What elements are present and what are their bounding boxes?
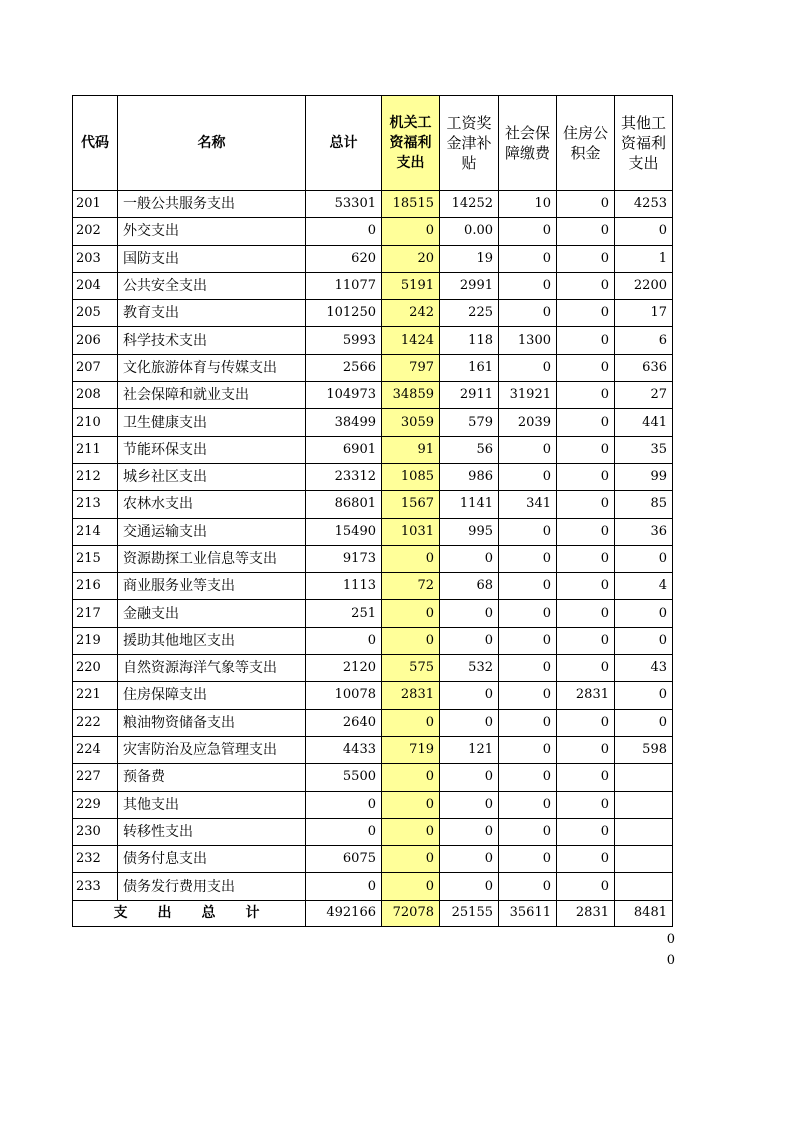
cell-total: 10078 xyxy=(306,682,382,709)
cell-agency-wage-welfare: 719 xyxy=(382,736,440,763)
cell-other-welfare xyxy=(615,873,673,900)
table-row xyxy=(73,436,673,463)
cell-wage-allowance: 995 xyxy=(440,518,499,545)
cell-agency-wage-welfare: 0 xyxy=(382,218,440,245)
cell-social-security: 0 xyxy=(499,818,557,845)
cell-housing-fund: 0 xyxy=(557,736,615,763)
cell-code: 221 xyxy=(73,682,118,709)
cell-wage-allowance: 579 xyxy=(440,409,499,436)
cell-wage-allowance: 532 xyxy=(440,655,499,682)
table-row xyxy=(73,682,673,709)
cell-social-security: 0 xyxy=(499,354,557,381)
cell-code: 202 xyxy=(73,218,118,245)
table-row xyxy=(73,491,673,518)
cell-name: 金融支出 xyxy=(118,600,306,627)
cell-code: 205 xyxy=(73,300,118,327)
cell-other-welfare: 36 xyxy=(615,518,673,545)
cell-housing-fund: 0 xyxy=(557,382,615,409)
cell-housing-fund: 0 xyxy=(557,545,615,572)
cell-housing-fund: 0 xyxy=(557,791,615,818)
table-row xyxy=(73,627,673,654)
cell-other-welfare: 35 xyxy=(615,436,673,463)
table-row xyxy=(73,846,673,873)
cell-other-welfare: 4253 xyxy=(615,191,673,218)
cell-total: 11077 xyxy=(306,272,382,299)
cell-housing-fund: 0 xyxy=(557,764,615,791)
cell-wage-allowance: 0 xyxy=(440,627,499,654)
total-social-security: 35611 xyxy=(499,900,557,926)
header-social-security: 社会保障缴费 xyxy=(499,96,557,191)
cell-code: 217 xyxy=(73,600,118,627)
cell-housing-fund: 0 xyxy=(557,463,615,490)
total-row xyxy=(73,900,673,926)
cell-social-security: 0 xyxy=(499,600,557,627)
cell-agency-wage-welfare: 242 xyxy=(382,300,440,327)
cell-other-welfare: 0 xyxy=(615,627,673,654)
cell-code: 233 xyxy=(73,873,118,900)
cell-wage-allowance: 0 xyxy=(440,818,499,845)
cell-name: 国防支出 xyxy=(118,245,306,272)
cell-total: 4433 xyxy=(306,736,382,763)
cell-code: 212 xyxy=(73,463,118,490)
cell-name: 农林水支出 xyxy=(118,491,306,518)
cell-social-security: 0 xyxy=(499,463,557,490)
cell-housing-fund: 0 xyxy=(557,873,615,900)
table-row xyxy=(73,873,673,900)
cell-social-security: 0 xyxy=(499,245,557,272)
cell-total: 15490 xyxy=(306,518,382,545)
table-row xyxy=(73,327,673,354)
cell-code: 204 xyxy=(73,272,118,299)
cell-agency-wage-welfare: 0 xyxy=(382,818,440,845)
cell-total: 0 xyxy=(306,873,382,900)
cell-social-security: 0 xyxy=(499,627,557,654)
cell-agency-wage-welfare: 0 xyxy=(382,545,440,572)
cell-code: 224 xyxy=(73,736,118,763)
cell-name: 公共安全支出 xyxy=(118,272,306,299)
cell-name: 文化旅游体育与传媒支出 xyxy=(118,354,306,381)
header-wage-allowance: 工资奖金津补贴 xyxy=(440,96,499,191)
cell-other-welfare: 27 xyxy=(615,382,673,409)
cell-other-welfare: 2200 xyxy=(615,272,673,299)
cell-agency-wage-welfare: 0 xyxy=(382,709,440,736)
cell-code: 214 xyxy=(73,518,118,545)
cell-other-welfare: 0 xyxy=(615,545,673,572)
cell-other-welfare: 99 xyxy=(615,463,673,490)
cell-housing-fund: 0 xyxy=(557,655,615,682)
cell-name: 商业服务业等支出 xyxy=(118,573,306,600)
cell-social-security: 0 xyxy=(499,709,557,736)
cell-name: 债务付息支出 xyxy=(118,846,306,873)
cell-social-security: 10 xyxy=(499,191,557,218)
total-sum: 492166 xyxy=(306,900,382,926)
cell-wage-allowance: 0 xyxy=(440,873,499,900)
cell-housing-fund: 0 xyxy=(557,627,615,654)
cell-social-security: 0 xyxy=(499,846,557,873)
cell-total: 0 xyxy=(306,218,382,245)
cell-wage-allowance: 68 xyxy=(440,573,499,600)
cell-housing-fund: 0 xyxy=(557,191,615,218)
table-row xyxy=(73,573,673,600)
table-row xyxy=(73,518,673,545)
cell-total: 101250 xyxy=(306,300,382,327)
cell-social-security: 0 xyxy=(499,764,557,791)
cell-housing-fund: 0 xyxy=(557,409,615,436)
cell-code: 219 xyxy=(73,627,118,654)
header-housing-fund: 住房公积金 xyxy=(557,96,615,191)
cell-code: 203 xyxy=(73,245,118,272)
cell-agency-wage-welfare: 797 xyxy=(382,354,440,381)
cell-other-welfare: 4 xyxy=(615,573,673,600)
cell-housing-fund: 0 xyxy=(557,436,615,463)
cell-name: 自然资源海洋气象等支出 xyxy=(118,655,306,682)
cell-total: 5500 xyxy=(306,764,382,791)
cell-agency-wage-welfare: 34859 xyxy=(382,382,440,409)
cell-social-security: 31921 xyxy=(499,382,557,409)
cell-housing-fund: 0 xyxy=(557,818,615,845)
cell-agency-wage-welfare: 1085 xyxy=(382,463,440,490)
cell-agency-wage-welfare: 5191 xyxy=(382,272,440,299)
cell-other-welfare xyxy=(615,764,673,791)
cell-wage-allowance: 0 xyxy=(440,764,499,791)
table-row xyxy=(73,818,673,845)
cell-total: 0 xyxy=(306,791,382,818)
cell-code: 222 xyxy=(73,709,118,736)
cell-name: 科学技术支出 xyxy=(118,327,306,354)
cell-name: 其他支出 xyxy=(118,791,306,818)
table-row xyxy=(73,382,673,409)
cell-other-welfare: 1 xyxy=(615,245,673,272)
cell-name: 住房保障支出 xyxy=(118,682,306,709)
cell-agency-wage-welfare: 1031 xyxy=(382,518,440,545)
cell-total: 2120 xyxy=(306,655,382,682)
cell-wage-allowance: 161 xyxy=(440,354,499,381)
table-row xyxy=(73,218,673,245)
cell-other-welfare: 636 xyxy=(615,354,673,381)
cell-agency-wage-welfare: 3059 xyxy=(382,409,440,436)
cell-name: 社会保障和就业支出 xyxy=(118,382,306,409)
cell-other-welfare xyxy=(615,818,673,845)
table-row xyxy=(73,409,673,436)
total-agency-wage-welfare: 72078 xyxy=(382,900,440,926)
cell-name: 外交支出 xyxy=(118,218,306,245)
table-row xyxy=(73,736,673,763)
table-header xyxy=(73,96,673,191)
table-row xyxy=(73,272,673,299)
cell-total: 9173 xyxy=(306,545,382,572)
cell-code: 201 xyxy=(73,191,118,218)
cell-code: 213 xyxy=(73,491,118,518)
total-other-welfare: 8481 xyxy=(615,900,673,926)
cell-wage-allowance: 0 xyxy=(440,709,499,736)
cell-social-security: 0 xyxy=(499,300,557,327)
cell-total: 1113 xyxy=(306,573,382,600)
cell-wage-allowance: 14252 xyxy=(440,191,499,218)
table-row xyxy=(73,191,673,218)
cell-other-welfare xyxy=(615,791,673,818)
cell-housing-fund: 0 xyxy=(557,491,615,518)
cell-total: 38499 xyxy=(306,409,382,436)
cell-total: 6901 xyxy=(306,436,382,463)
cell-housing-fund: 0 xyxy=(557,846,615,873)
cell-code: 211 xyxy=(73,436,118,463)
cell-other-welfare: 0 xyxy=(615,218,673,245)
table-row xyxy=(73,545,673,572)
cell-name: 卫生健康支出 xyxy=(118,409,306,436)
cell-housing-fund: 0 xyxy=(557,573,615,600)
cell-agency-wage-welfare: 0 xyxy=(382,873,440,900)
cell-name: 援助其他地区支出 xyxy=(118,627,306,654)
table-row xyxy=(73,709,673,736)
trailing-value: 0 xyxy=(666,953,675,968)
cell-total: 23312 xyxy=(306,463,382,490)
cell-wage-allowance: 0 xyxy=(440,600,499,627)
cell-total: 0 xyxy=(306,627,382,654)
total-housing-fund: 2831 xyxy=(557,900,615,926)
cell-wage-allowance: 56 xyxy=(440,436,499,463)
cell-social-security: 0 xyxy=(499,218,557,245)
cell-agency-wage-welfare: 0 xyxy=(382,627,440,654)
table-row xyxy=(73,764,673,791)
cell-total: 2566 xyxy=(306,354,382,381)
cell-wage-allowance: 19 xyxy=(440,245,499,272)
cell-code: 207 xyxy=(73,354,118,381)
cell-name: 一般公共服务支出 xyxy=(118,191,306,218)
header-name: 名称 xyxy=(118,96,306,191)
cell-housing-fund: 2831 xyxy=(557,682,615,709)
cell-code: 227 xyxy=(73,764,118,791)
cell-other-welfare: 441 xyxy=(615,409,673,436)
cell-wage-allowance: 0 xyxy=(440,682,499,709)
cell-social-security: 0 xyxy=(499,272,557,299)
cell-code: 220 xyxy=(73,655,118,682)
cell-housing-fund: 0 xyxy=(557,327,615,354)
cell-name: 预备费 xyxy=(118,764,306,791)
cell-total: 104973 xyxy=(306,382,382,409)
cell-code: 208 xyxy=(73,382,118,409)
header-other-welfare: 其他工资福利支出 xyxy=(615,96,673,191)
cell-code: 210 xyxy=(73,409,118,436)
cell-housing-fund: 0 xyxy=(557,300,615,327)
cell-social-security: 0 xyxy=(499,736,557,763)
header-total: 总计 xyxy=(306,96,382,191)
table-row xyxy=(73,354,673,381)
table-footer xyxy=(73,900,673,926)
cell-other-welfare: 6 xyxy=(615,327,673,354)
cell-housing-fund: 0 xyxy=(557,518,615,545)
cell-other-welfare: 598 xyxy=(615,736,673,763)
cell-housing-fund: 0 xyxy=(557,600,615,627)
cell-agency-wage-welfare: 2831 xyxy=(382,682,440,709)
cell-name: 粮油物资储备支出 xyxy=(118,709,306,736)
cell-wage-allowance: 0 xyxy=(440,791,499,818)
cell-agency-wage-welfare: 18515 xyxy=(382,191,440,218)
cell-other-welfare: 17 xyxy=(615,300,673,327)
header-agency-wage-welfare: 机关工资福利支出 xyxy=(382,96,440,191)
cell-social-security: 0 xyxy=(499,436,557,463)
cell-social-security: 2039 xyxy=(499,409,557,436)
cell-agency-wage-welfare: 0 xyxy=(382,791,440,818)
cell-social-security: 0 xyxy=(499,682,557,709)
cell-social-security: 0 xyxy=(499,573,557,600)
cell-name: 资源勘探工业信息等支出 xyxy=(118,545,306,572)
table-row xyxy=(73,245,673,272)
cell-total: 620 xyxy=(306,245,382,272)
cell-agency-wage-welfare: 72 xyxy=(382,573,440,600)
cell-agency-wage-welfare: 0 xyxy=(382,764,440,791)
cell-wage-allowance: 0.00 xyxy=(440,218,499,245)
cell-other-welfare: 85 xyxy=(615,491,673,518)
cell-total: 6075 xyxy=(306,846,382,873)
cell-name: 节能环保支出 xyxy=(118,436,306,463)
cell-total: 251 xyxy=(306,600,382,627)
cell-other-welfare: 0 xyxy=(615,709,673,736)
cell-housing-fund: 0 xyxy=(557,354,615,381)
cell-other-welfare: 0 xyxy=(615,600,673,627)
cell-other-welfare: 0 xyxy=(615,682,673,709)
cell-agency-wage-welfare: 1424 xyxy=(382,327,440,354)
cell-code: 215 xyxy=(73,545,118,572)
cell-housing-fund: 0 xyxy=(557,218,615,245)
cell-name: 转移性支出 xyxy=(118,818,306,845)
table-row xyxy=(73,300,673,327)
cell-wage-allowance: 121 xyxy=(440,736,499,763)
budget-table xyxy=(72,95,673,927)
total-wage-allowance: 25155 xyxy=(440,900,499,926)
cell-name: 灾害防治及应急管理支出 xyxy=(118,736,306,763)
cell-total: 86801 xyxy=(306,491,382,518)
total-label: 支出总计 xyxy=(73,900,306,926)
cell-agency-wage-welfare: 91 xyxy=(382,436,440,463)
cell-total: 0 xyxy=(306,818,382,845)
cell-name: 城乡社区支出 xyxy=(118,463,306,490)
cell-other-welfare xyxy=(615,846,673,873)
cell-housing-fund: 0 xyxy=(557,245,615,272)
cell-code: 232 xyxy=(73,846,118,873)
cell-wage-allowance: 118 xyxy=(440,327,499,354)
cell-name: 交通运输支出 xyxy=(118,518,306,545)
cell-total: 5993 xyxy=(306,327,382,354)
cell-name: 债务发行费用支出 xyxy=(118,873,306,900)
table-row xyxy=(73,655,673,682)
cell-social-security: 0 xyxy=(499,655,557,682)
cell-agency-wage-welfare: 0 xyxy=(382,846,440,873)
cell-wage-allowance: 1141 xyxy=(440,491,499,518)
table-row xyxy=(73,791,673,818)
cell-social-security: 0 xyxy=(499,545,557,572)
cell-wage-allowance: 225 xyxy=(440,300,499,327)
cell-code: 216 xyxy=(73,573,118,600)
cell-agency-wage-welfare: 575 xyxy=(382,655,440,682)
cell-wage-allowance: 2911 xyxy=(440,382,499,409)
cell-code: 230 xyxy=(73,818,118,845)
cell-total: 53301 xyxy=(306,191,382,218)
header-code: 代码 xyxy=(73,96,118,191)
cell-social-security: 0 xyxy=(499,791,557,818)
cell-code: 229 xyxy=(73,791,118,818)
cell-code: 206 xyxy=(73,327,118,354)
cell-social-security: 1300 xyxy=(499,327,557,354)
cell-wage-allowance: 0 xyxy=(440,545,499,572)
table-body xyxy=(73,191,673,901)
cell-name: 教育支出 xyxy=(118,300,306,327)
table-row xyxy=(73,463,673,490)
cell-agency-wage-welfare: 20 xyxy=(382,245,440,272)
cell-social-security: 0 xyxy=(499,518,557,545)
cell-wage-allowance: 986 xyxy=(440,463,499,490)
cell-housing-fund: 0 xyxy=(557,272,615,299)
cell-social-security: 0 xyxy=(499,873,557,900)
table-row xyxy=(73,600,673,627)
cell-wage-allowance: 0 xyxy=(440,846,499,873)
cell-social-security: 341 xyxy=(499,491,557,518)
cell-agency-wage-welfare: 1567 xyxy=(382,491,440,518)
cell-total: 2640 xyxy=(306,709,382,736)
trailing-value: 0 xyxy=(666,932,675,947)
cell-agency-wage-welfare: 0 xyxy=(382,600,440,627)
cell-housing-fund: 0 xyxy=(557,709,615,736)
cell-other-welfare: 43 xyxy=(615,655,673,682)
cell-wage-allowance: 2991 xyxy=(440,272,499,299)
